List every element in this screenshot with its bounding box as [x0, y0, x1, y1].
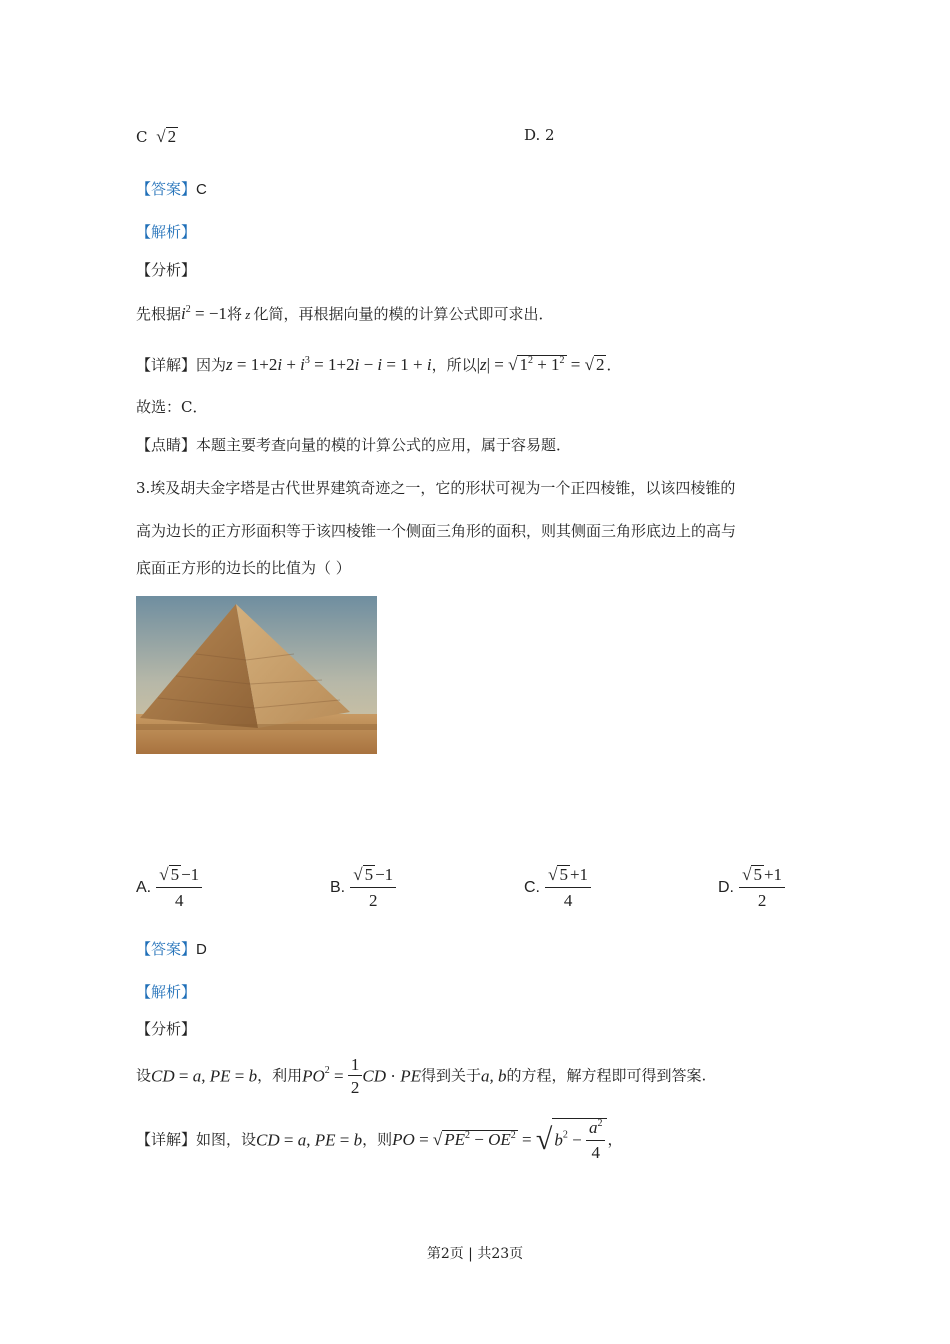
q3-option-d: D. $\frac{√ 5 +1}{2}$: [718, 865, 838, 915]
q3-jiexi-tag: 【解析】: [136, 983, 197, 1001]
q3-stem-line-3: 底面正方形的边长的比值为（ ）: [136, 559, 351, 577]
math-z-expression: $z = 1+2i + i^3 = 1+2i - i = 1 + i$: [226, 355, 432, 374]
answer-tag: 【答案】: [136, 940, 197, 958]
q3-stem-line-1: 3.埃及胡夫金字塔是古代世界建筑奇迹之一，它的形状可视为一个正四棱锥，以该四棱锥的: [136, 479, 736, 497]
math-detail-cd-pe: CD = a, PE = b: [256, 1130, 363, 1150]
q2-answer: [136, 182, 207, 197]
q2-detail: 【详解】因为$z = 1+2i + i^3 = 1+2i - i = 1 + i$，所以|z| = √ $1^2 + 1^2$ = √ 2 ．: [136, 355, 622, 374]
math-po-relation: $PO^2$ = $\frac{1}{2}$ CD · PE: [302, 1055, 421, 1097]
answer-value: C: [196, 181, 207, 198]
q3-fenxi-text: 设CD = a, PE = b，利用$PO^2$ = $\frac{1}{2}$ CD · PE得到关于a, b的方程，解方程即可得到答案.: [136, 1055, 707, 1097]
q3-answer: [136, 942, 207, 957]
q3-detail: 【详解】如图，设CD = a, PE = b，则PO = √ $PE^2 - OE^2$ = √ $b^2$ − $\frac{a^2}{4}$ ，: [136, 1118, 623, 1162]
option-d-fraction: $\frac{√ 5 +1}{2}$: [739, 865, 785, 911]
math-po-sqrt: PO = √ $PE^2 - OE^2$ = √ $b^2$ − $\frac{a^2}{4}$: [392, 1129, 607, 1148]
option-c-label: C: [136, 128, 148, 146]
option-c-radicand: 2: [167, 127, 177, 146]
q2-dianjing: 【点睛】本题主要考查向量的模的计算公式的应用，属于容易题．: [136, 436, 572, 454]
answer-tag: 【答案】: [136, 180, 197, 198]
q2-fenxi-text: 先根据$i^2 = -1$将 z 化简，再根据向量的模的计算公式即可求出．: [136, 304, 554, 323]
q2-option-d: D. 2: [524, 126, 555, 144]
math-cd-pe: CD = a, PE = b: [151, 1066, 258, 1086]
option-c-fraction: $\frac{√ 5 +1}{4}$: [545, 865, 591, 911]
q2-jiexi-tag: 【解析】: [136, 223, 197, 241]
q2-option-c: C √ 2: [136, 127, 177, 146]
q2-fenxi-tag: 【分析】: [136, 261, 197, 279]
page-footer: 第2页 | 共23页: [426, 1246, 524, 1262]
option-b-fraction: $\frac{√ 5 -1}{2}$: [350, 865, 396, 911]
q3-option-b: B. $\frac{√ 5 -1}{2}$: [330, 865, 450, 915]
q2-choose: 故选：C．: [136, 398, 208, 416]
answer-value: D: [196, 941, 207, 958]
math-modulus: |z| = √ $1^2 + 1^2$ = √ 2: [476, 355, 605, 374]
q3-fenxi-tag: 【分析】: [136, 1020, 197, 1038]
pyramid-image: [136, 596, 377, 754]
q3-option-c: C. $\frac{√ 5 +1}{4}$: [524, 865, 644, 915]
q3-option-a: A. $\frac{√ 5 -1}{4}$: [136, 865, 256, 915]
math-i-squared: $i^2 = -1$: [181, 304, 227, 323]
ground-shadow: [136, 724, 377, 730]
option-a-fraction: $\frac{√ 5 -1}{4}$: [156, 865, 202, 911]
q3-stem-line-2: 高为边长的正方形面积等于该四棱锥一个侧面三角形的面积，则其侧面三角形底边上的高与: [136, 522, 737, 540]
